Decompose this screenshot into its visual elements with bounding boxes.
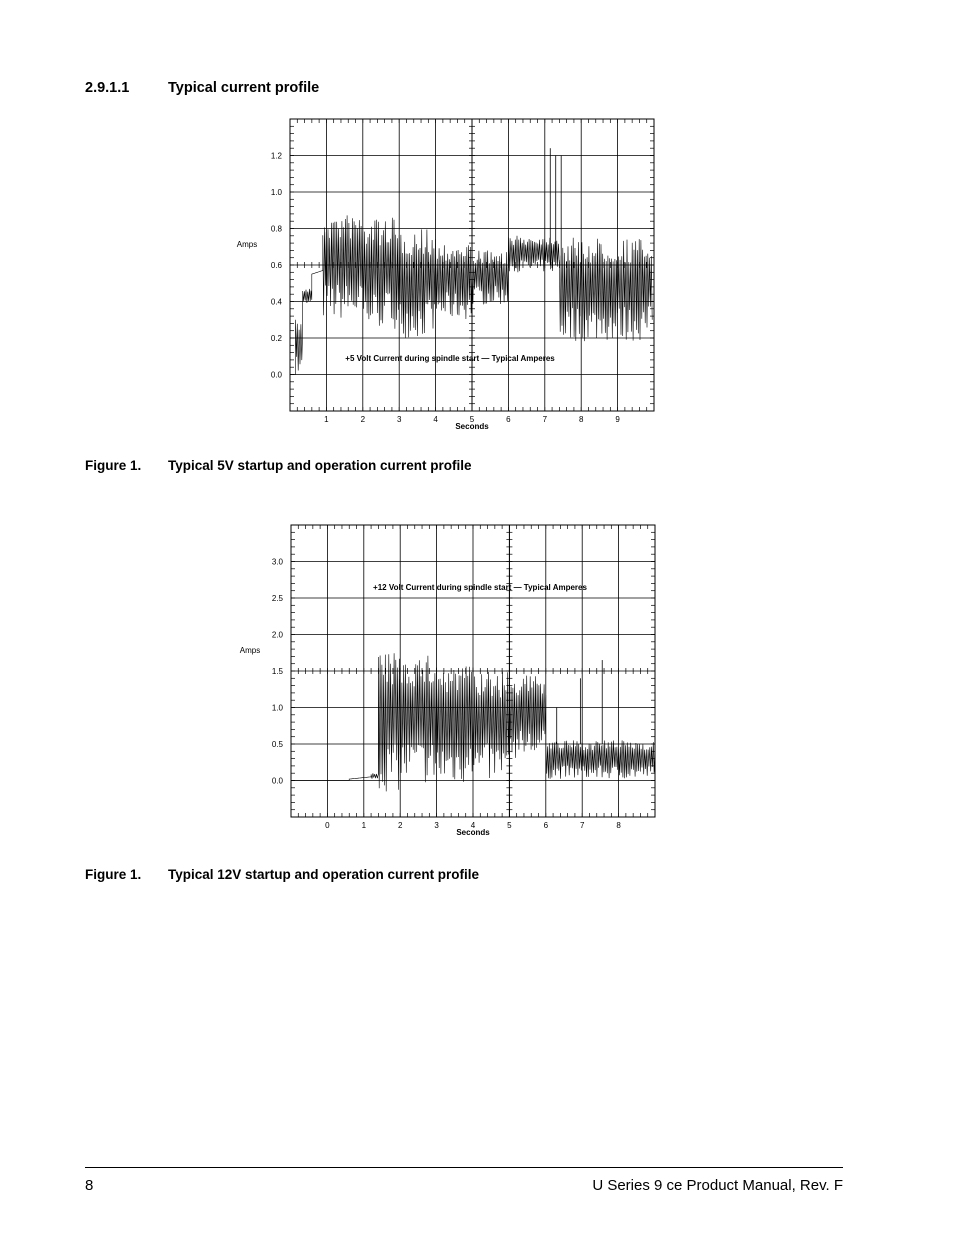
x-tick-label: 6: [543, 821, 549, 830]
figure-label: Figure 1.: [85, 458, 142, 473]
x-tick-label: 5: [507, 821, 512, 830]
x-tick-label: 0: [325, 821, 330, 830]
x-tick-label: 4: [470, 821, 476, 830]
y-tick-label: 0.4: [270, 297, 282, 307]
figure-label: Figure 1.: [85, 867, 142, 882]
footer-rule: [85, 1167, 843, 1168]
series-line: [290, 215, 652, 374]
section-heading: [85, 80, 319, 96]
x-axis-label: Seconds: [456, 828, 490, 837]
x-tick-label: 1: [361, 821, 367, 830]
figure-caption-text: Typical 5V startup and operation current profile: [168, 458, 472, 473]
y-axis-label: Amps: [236, 240, 258, 249]
x-tick-label: 8: [616, 821, 621, 830]
y-tick-label: 2.0: [271, 630, 283, 640]
y-tick-label: 0.0: [271, 776, 283, 786]
chart-annotation: +12 Volt Current during spindle start — Typical Amperes: [373, 583, 587, 592]
figure-caption-12v: [85, 867, 479, 882]
y-tick-label: 0.0: [270, 370, 282, 380]
y-tick-label: 3.0: [271, 557, 283, 567]
x-tick-label: 6: [506, 415, 511, 424]
x-tick-label: 8: [578, 415, 584, 424]
y-tick-label: 0.6: [270, 261, 282, 270]
y-tick-label: 1.0: [271, 703, 283, 713]
chart-5v-current: [0, 110, 954, 445]
section-title: Typical current profile: [168, 80, 320, 96]
x-tick-label: 4: [433, 415, 438, 424]
y-tick-label: 0.5: [271, 740, 283, 749]
y-axis-label: Amps: [239, 646, 261, 655]
figure-caption-text: Typical 12V startup and operation current profile: [168, 867, 480, 882]
x-axis-label: Seconds: [455, 422, 489, 431]
y-tick-label: 1.0: [270, 188, 282, 197]
y-tick-label: 0.8: [270, 224, 282, 234]
figure-caption-5v: [85, 458, 472, 473]
y-tick-label: 1.5: [271, 667, 283, 676]
y-tick-label: 1.2: [270, 151, 282, 161]
x-tick-label: 7: [579, 821, 585, 830]
y-tick-label: 2.5: [271, 594, 283, 603]
x-tick-label: 2: [360, 415, 366, 424]
x-tick-label: 1: [324, 415, 329, 424]
x-tick-label: 3: [396, 415, 402, 424]
chart-12v-current: [0, 516, 954, 851]
x-tick-label: 3: [434, 821, 439, 830]
y-tick-label: 0.2: [270, 334, 282, 343]
x-tick-label: 2: [397, 821, 403, 830]
x-tick-label: 5: [469, 415, 475, 424]
footer-doc-title: U Series 9 ce Product Manual, Rev. F: [592, 1177, 843, 1194]
x-tick-label: 9: [615, 415, 620, 424]
footer-page-number: 8: [85, 1177, 94, 1194]
x-tick-label: 7: [542, 415, 548, 424]
section-number: 2.9.1.1: [85, 80, 130, 96]
chart-annotation: +5 Volt Current during spindle start — Typical Amperes: [345, 354, 555, 363]
